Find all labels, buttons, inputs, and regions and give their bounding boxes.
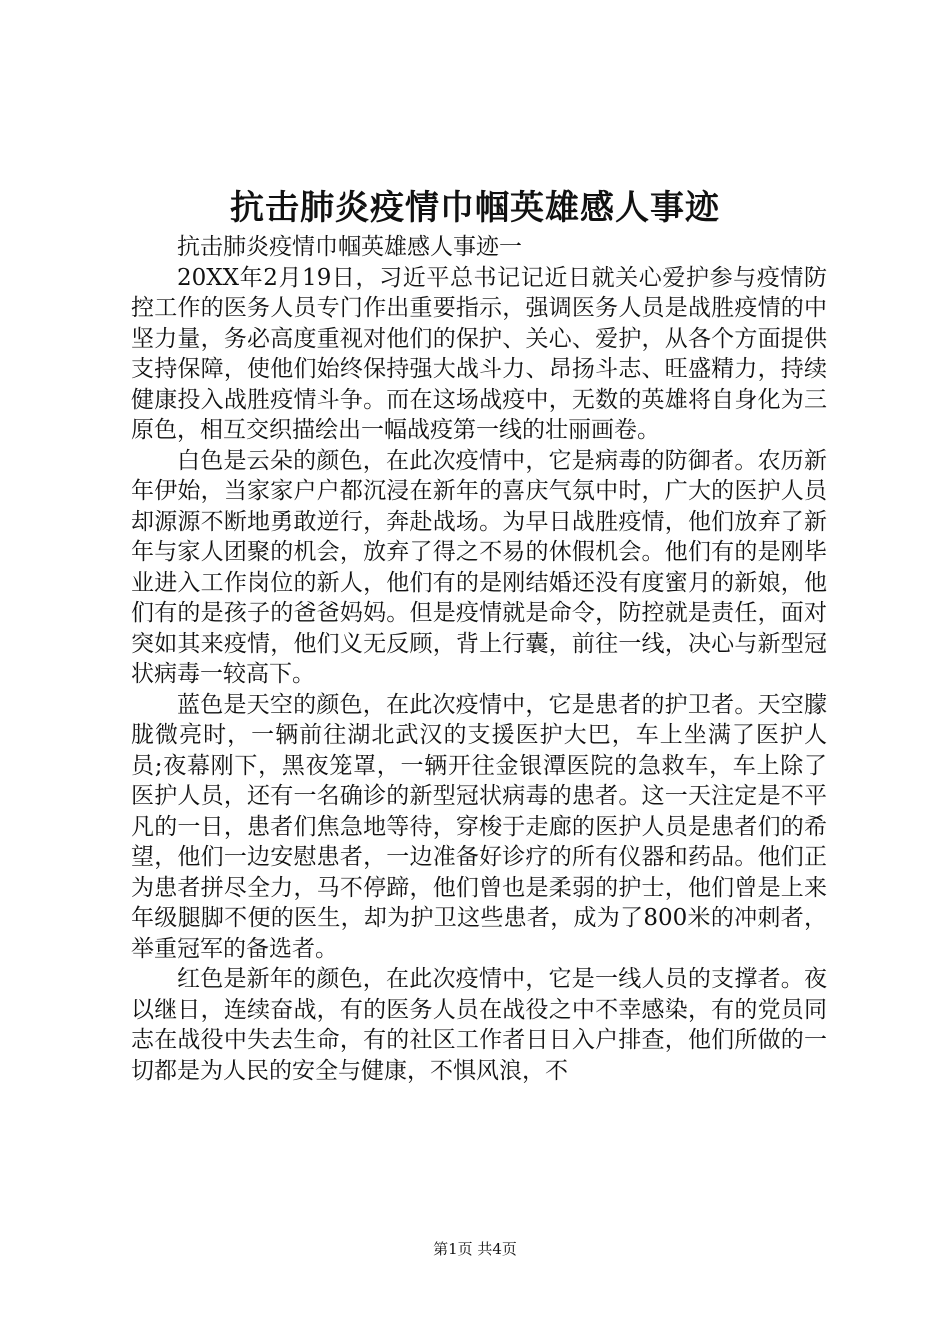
document-body [131, 232, 827, 1086]
page-footer: 第1页 共4页 [433, 1240, 517, 1258]
document-title: 抗击肺炎疫情巾帼英雄感人事迹 [230, 188, 720, 228]
document-subtitle: 抗击肺炎疫情巾帼英雄感人事迹一 [177, 234, 522, 260]
paragraph: 红色是新年的颜色，在此次疫情中，它是一线人员的支撑者。夜以继日，连续奋战，有的医务人员在战役之中不幸感染，有的党员同志在战役中失去生命，有的社区工作者日日入户排查，他们所做的一切都是为人民的安全与健康，不惧风浪，不 [131, 966, 827, 1084]
paragraph: 20XX年2月19日，习近平总书记记近日就关心爱护参与疫情防控工作的医务人员专门作出重要指示，强调医务人员是战胜疫情的中坚力量，务必高度重视对他们的保护、关心、爱护，从各个方面提供支持保障，使他们始终保持强大战斗力、昂扬斗志、旺盛精力，持续健康投入战胜疫情斗争。而在这场战疫中，无数的英雄将自身化为三原色，相互交织描绘出一幅战疫第一线的壮丽画卷。 [131, 264, 827, 443]
paragraph: 白色是云朵的颜色，在此次疫情中，它是病毒的防御者。农历新年伊始，当家家户户都沉浸在新年的喜庆气氛中时，广大的医护人员却源源不断地勇敢逆行，奔赴战场。为早日战胜疫情，他们放弃了新年与家人团聚的机会，放弃了得之不易的休假机会。他们有的是刚毕业进入工作岗位的新人，他们有的是刚结婚还没有度蜜月的新娘，他们有的是孩子的爸爸妈妈。但是疫情就是命令，防控就是责任，面对突如其来疫情，他们义无反顾，背上行囊，前往一线，决心与新型冠状病毒一较高下。 [131, 447, 827, 687]
paragraph: 蓝色是天空的颜色，在此次疫情中，它是患者的护卫者。天空朦胧微亮时，一辆前往湖北武汉的支援医护大巴，车上坐满了医护人员;夜幕刚下，黑夜笼罩，一辆开往金银潭医院的急救车，车上除了医护人员，还有一名确诊的新型冠状病毒的患者。这一天注定是不平凡的一日，患者们焦急地等待，穿梭于走廊的医护人员是患者们的希望，他们一边安慰患者，一边准备好诊疗的所有仪器和药品。他们正为患者拼尽全力，马不停蹄，他们曾也是柔弱的护士，他们曾是上来年级腿脚不便的医生，却为护卫这些患者，成为了800米的冲刺者，举重冠军的备选者。 [131, 691, 827, 962]
